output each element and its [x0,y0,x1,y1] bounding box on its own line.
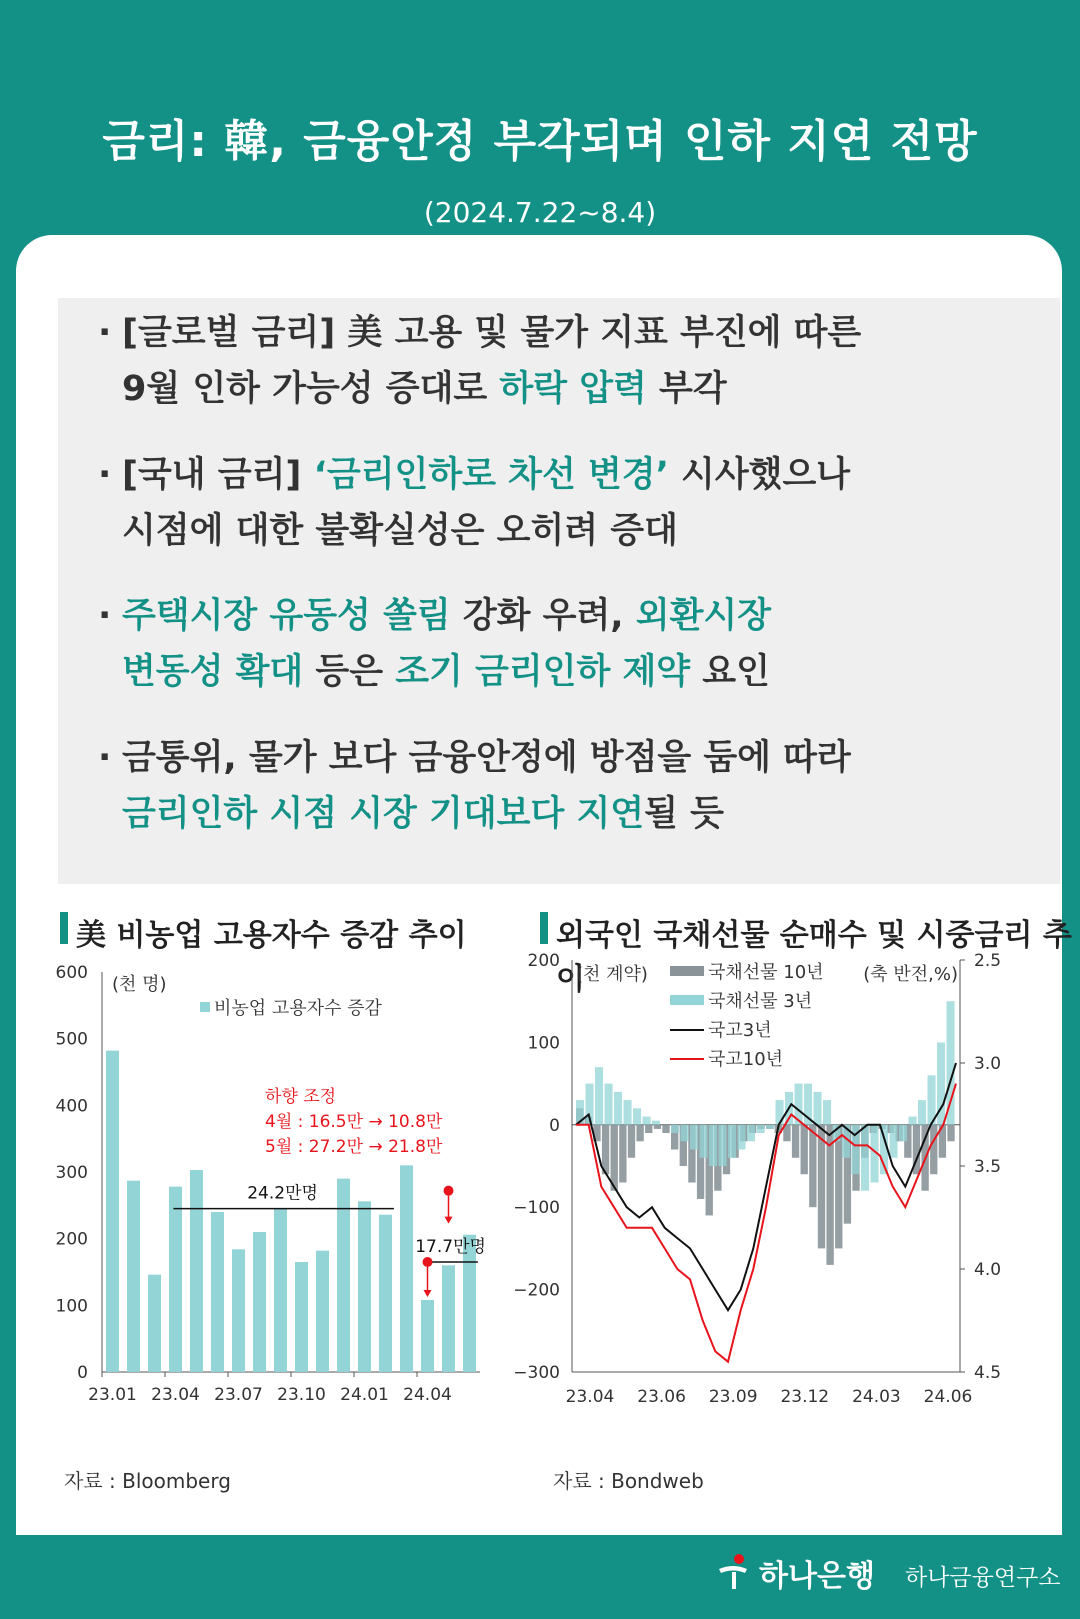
bar [211,1212,224,1372]
left-tick-label: −100 [513,1198,560,1219]
legend-label: 비농업 고용자수 증감 [214,998,382,1019]
x-tick-label: 24.03 [852,1387,901,1407]
summary-bullet [100,730,851,842]
bullet-text: 요인 [690,652,770,692]
futures-bar [899,1125,907,1141]
average-label: 17.7만명 [415,1237,486,1257]
right-tick-label: 4.0 [974,1260,1002,1280]
x-tick-label: 24.04 [403,1385,452,1405]
bullet-text: 금통위, 물가 보다 금융안정에 방점을 둠에 따라 [122,738,851,778]
right-chart-title: 외국인 국채선물 순매수 및 시중금리 추이 [556,918,1072,997]
revision-note: 5월 : 27.2만 → 21.8만 [265,1137,443,1157]
header-banner [0,0,1080,275]
legend-swatch [670,995,704,1005]
highlight-text: 외환시장 [635,596,772,636]
right-tick-label: 4.5 [974,1363,1002,1383]
futures-bar [662,1125,669,1133]
x-tick-label: 24.06 [923,1387,973,1407]
futures-bar [890,1125,898,1158]
y-tick-label: 400 [55,1096,88,1117]
bar [274,1208,287,1372]
bullet-dot: · [98,596,112,636]
futures-bar [918,1100,926,1125]
bullet-line [122,305,861,361]
highlight-text: 주택시장 유동성 쏠림 [122,596,451,636]
y-tick-label: 300 [55,1163,88,1183]
futures-bar [628,1125,635,1158]
futures-bar [633,1108,641,1124]
revision-dot [444,1186,454,1196]
hana-logo-icon [715,1553,751,1593]
left-tick-label: 100 [527,1033,560,1054]
x-tick-label: 23.01 [88,1385,137,1405]
futures-bar [728,1125,736,1158]
bullet-text: 등은 [303,652,396,692]
futures-bar [909,1117,917,1125]
summary-bullet [100,305,861,417]
nonfarm-payrolls-chart [40,960,520,1450]
futures-bar [595,1067,603,1125]
futures-bar [930,1125,937,1174]
legend-label: 국채선물 3년 [708,991,813,1012]
bullet-dot: · [98,738,112,778]
left-chart-source: 자료 : Bloomberg [64,1469,231,1493]
left-tick-label: 0 [549,1115,560,1136]
left-tick-label: −300 [513,1363,560,1383]
futures-bar [719,1125,727,1166]
bar [421,1300,434,1372]
bar [379,1215,392,1372]
futures-bar [814,1092,822,1125]
futures-bar [645,1125,652,1133]
futures-bar [700,1125,708,1158]
futures-bar [681,1125,689,1141]
bullet-text: 강화 우려, [450,596,636,636]
x-tick-label: 24.01 [340,1385,389,1405]
highlight-text: 금리인하 시점 시장 기대보다 지연 [122,794,645,834]
legend-swatch [200,1002,210,1012]
revision-note: 4월 : 16.5만 → 10.8만 [265,1112,443,1132]
futures-bar [861,1125,869,1191]
bullet-text: 될 듯 [644,794,724,834]
highlight-text: 변동성 확대 [122,652,304,692]
futures-bar [654,1125,661,1129]
futures-bar [792,1125,799,1158]
x-tick-label: 23.07 [214,1385,263,1405]
highlight-text: 조기 금리인하 제약 [395,652,691,692]
bar [400,1165,413,1372]
bullet-line [122,447,850,503]
futures-bar [652,1121,660,1125]
futures-bar [818,1125,825,1249]
bar [232,1249,245,1372]
bar [295,1262,308,1372]
left-tick-label: 200 [527,951,560,971]
bullet-line [122,503,850,559]
right-chart-source: 자료 : Bondweb [553,1469,704,1493]
summary-bullet [100,588,771,700]
y-tick-label: 0 [77,1363,88,1383]
ktb3y-line [576,1063,956,1310]
futures-bar [624,1100,632,1125]
x-tick-label: 23.10 [277,1385,326,1405]
revision-note: 하향 조정 [265,1087,337,1107]
bar [337,1179,350,1372]
legend-label: 국고10년 [708,1049,784,1070]
x-tick-label: 23.04 [565,1387,615,1407]
x-tick-label: 23.06 [637,1387,686,1407]
futures-bar [776,1100,784,1125]
bullet-dot: · [98,313,112,353]
bullet-line [122,644,771,700]
highlight-text: 하락 압력 [499,369,647,409]
legend-swatch [670,966,704,976]
left-tick-label: −200 [513,1280,560,1301]
left-chart-title: 美 비농업 고용자수 증감 추이 [76,918,467,953]
section-marker [540,912,548,944]
bar [316,1251,329,1372]
bank-name: 하나은행 [759,1559,875,1594]
futures-bar [605,1084,613,1125]
futures-bar [636,1125,643,1141]
revision-arrowhead [424,1290,432,1297]
period-label: (2024.7.22~8.4) [423,196,657,229]
bullet-text: [글로벌 금리] 美 고용 및 물가 지표 부진에 따른 [122,313,862,353]
x-tick-label: 23.12 [780,1387,830,1407]
revision-arrowhead [445,1217,453,1224]
average-label: 24.2만명 [247,1183,318,1204]
bar [442,1265,455,1372]
bar [190,1170,203,1372]
futures-bar [709,1125,717,1166]
institute-name: 하나금융연구소 [905,1565,1061,1591]
bar [106,1051,119,1372]
y-tick-label: 600 [55,963,88,983]
futures-bar [690,1125,698,1150]
bullet-text: [국내 금리] [122,455,314,495]
futures-bar [947,1001,955,1125]
bar [127,1181,140,1372]
futures-bar [747,1125,755,1141]
futures-bar [738,1125,746,1150]
summary-bullet [100,447,850,559]
futures-bar [602,1125,609,1174]
legend-label: 국고3년 [708,1020,772,1041]
x-tick-label: 23.04 [151,1385,200,1405]
futures-bar [823,1100,831,1125]
futures-bar [614,1092,622,1125]
bullet-text: 시점에 대한 불확실성은 오히려 증대 [122,511,678,551]
bullet-text: 9월 인하 가능성 증대로 [122,369,500,409]
legend-label: 국채선물 10년 [708,962,824,983]
futures-bar [643,1117,651,1125]
futures-bar [835,1125,842,1249]
x-tick-label: 23.09 [708,1387,758,1407]
futures-bar [947,1125,954,1141]
y-tick-label: 500 [55,1029,88,1050]
bullet-dot: · [98,455,112,495]
bullet-line [122,361,861,417]
futures-bar [611,1125,618,1191]
right-tick-label: 3.0 [974,1054,1002,1074]
futures-bar [801,1125,808,1174]
unit-label: (천 명) [112,974,167,995]
highlight-text: ‘금리인하로 차선 변경’ [313,455,669,495]
bullet-line [122,730,851,786]
bar [169,1187,182,1372]
right-tick-label: 2.5 [974,951,1002,971]
futures-bar [766,1125,774,1129]
right-tick-label: 3.5 [974,1157,1002,1177]
left-unit-label: (천 계약) [576,964,648,985]
bullet-text: 부각 [646,369,727,409]
bullet-text: 시사했으나 [668,455,851,495]
futures-bar [757,1125,765,1133]
bullet-line [122,588,771,644]
bullet-line [122,786,851,842]
bar [358,1201,371,1372]
page-title: 금리: 韓, 금융안정 부각되며 인하 지연 전망 [102,116,978,167]
revision-dot [423,1257,433,1267]
futures-bar [671,1125,679,1133]
bar [148,1275,161,1372]
futures-bar [619,1125,626,1183]
futures-bar [809,1125,816,1207]
bar [253,1232,266,1372]
right-unit-label: (축 반전,%) [863,964,958,985]
y-tick-label: 200 [55,1229,88,1250]
section-marker [60,912,68,944]
y-tick-label: 100 [55,1296,88,1317]
